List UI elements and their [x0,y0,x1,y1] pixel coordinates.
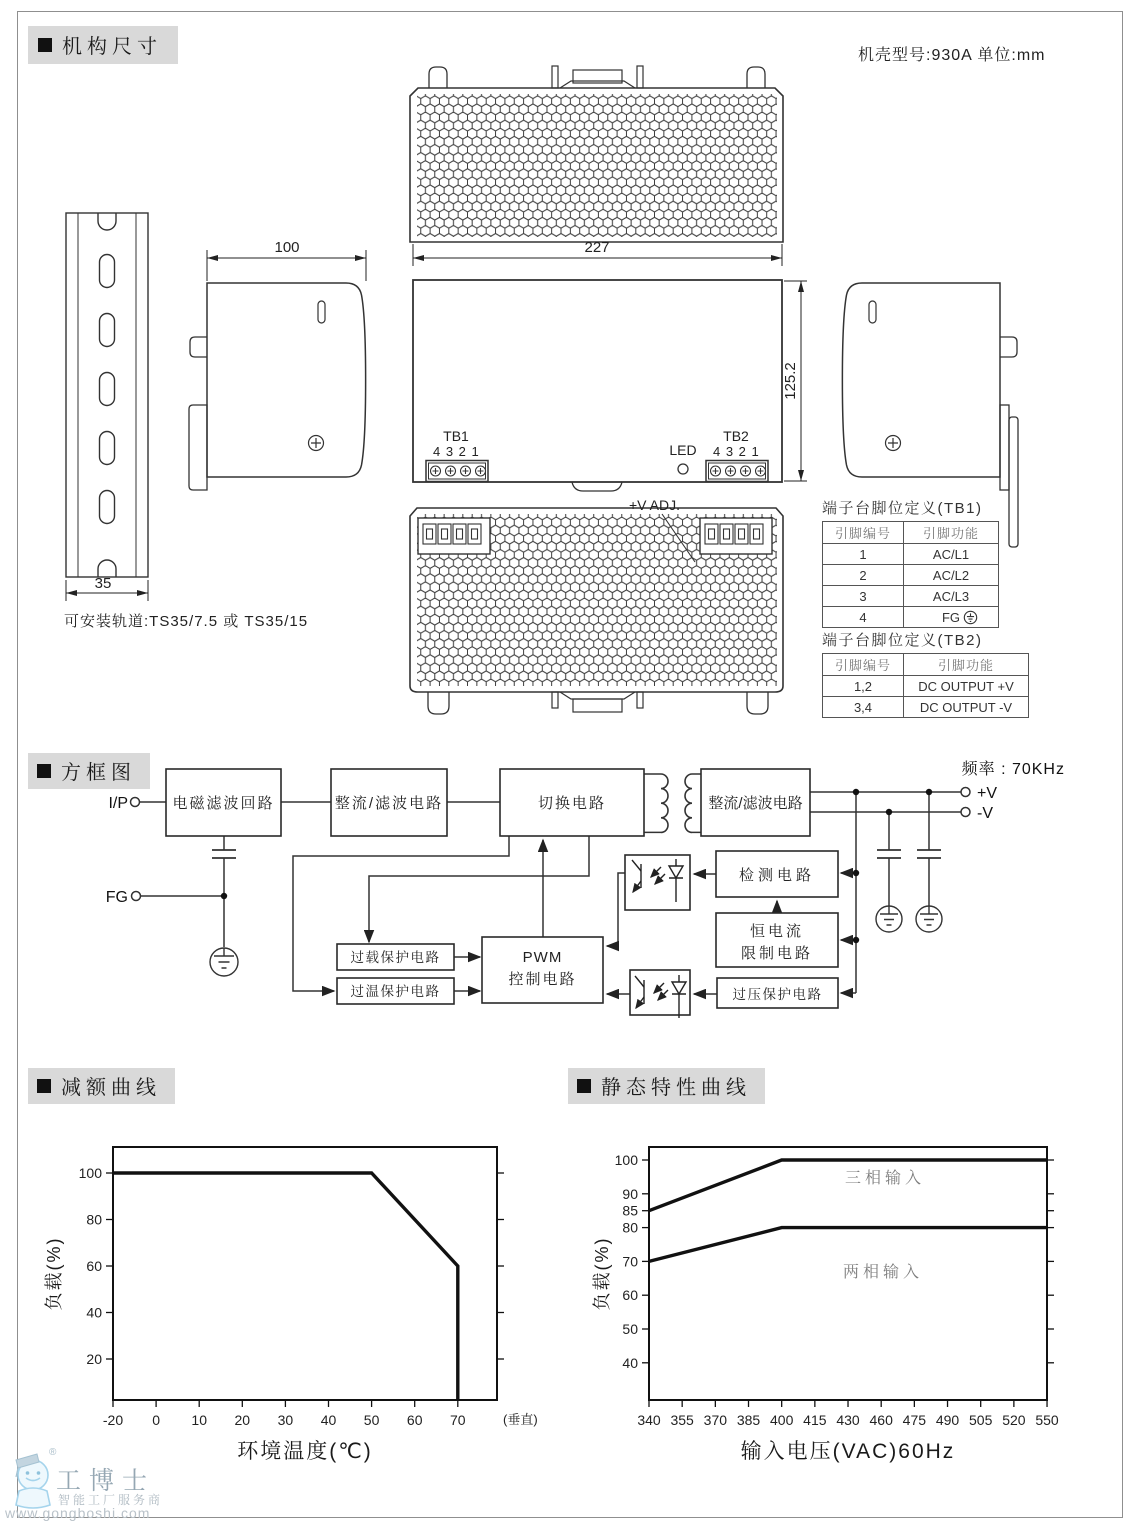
table-cell: 1 [823,544,904,565]
box-label-pwm-1: PWM [522,949,563,966]
y-tick-label: 100 [614,1152,638,1168]
section-bullet-icon [37,1079,51,1093]
input-terminal-label: I/P [108,795,128,812]
section-title: 方框图 [61,762,136,784]
transformer-icon [661,774,692,832]
box-label-const-current-2: 限制电路 [740,945,814,962]
bottom-terminal-cutout-right [700,518,772,554]
tb1-label: TB1 [443,428,469,444]
y-tick-label: 40 [622,1354,638,1371]
vplus-terminal-label: +V [977,785,998,802]
x-tick-label: -20 [102,1412,124,1428]
section-header-derating [28,1068,175,1104]
box-label-emi-filter: 电磁滤波回路 [172,795,275,812]
table-row [823,565,999,586]
section-header-static-char [568,1068,765,1104]
din-rail-drawing [66,213,148,601]
y-tick-label: 85 [622,1202,638,1219]
table-cell: DC OUTPUT +V [904,676,1029,697]
x-tick-label: 20 [234,1412,251,1428]
y-tick-label: 80 [622,1219,638,1236]
side-view-left [189,250,366,490]
series-annotation: 三相输入 [845,1170,926,1187]
table-cell: DC OUTPUT -V [904,697,1029,718]
frequency-note: 频率 : 70KHz [961,761,1065,778]
box-label-overtemp: 过温保护电路 [350,984,441,999]
table-cell: 1,2 [823,676,904,697]
watermark-brand: 工博士 [56,1467,156,1495]
section-title: 减额曲线 [61,1077,161,1099]
x-tick-label: 400 [770,1412,794,1428]
box-label-rectifier-out: 整流/滤波电路 [708,795,803,812]
static-characteristic-chart [560,1135,1120,1485]
table-row [823,607,999,628]
x-tick-label: 520 [1002,1412,1026,1428]
tb1-table [822,521,999,628]
table-cell: AC/L2 [904,565,999,586]
x-tick-label: 550 [1035,1412,1059,1428]
tb2-label: TB2 [723,428,749,444]
x-tick-label: 30 [277,1412,294,1428]
x-tick-label: 460 [869,1412,893,1428]
dim-side-depth: 100 [274,239,300,256]
top-view [410,66,783,266]
tb2-table-title: 端子台脚位定义(TB2) [822,632,983,649]
registered-mark: ® [49,1447,57,1458]
x-tick-label: 385 [736,1412,761,1428]
bottom-view [410,508,783,714]
y-tick-label: 80 [86,1211,102,1228]
table-row [823,676,1029,697]
watermark-tagline: 智能工厂服务商 [58,1493,164,1507]
y-tick-label: 50 [622,1321,638,1337]
derating-chart [20,1135,565,1485]
box-label-rectifier-in: 整流/滤波电路 [334,795,444,812]
x-tick-label: 475 [902,1412,927,1428]
table-cell: 3 [823,586,904,607]
bottom-terminal-cutout-left [418,518,490,554]
x-tick-label: 60 [406,1412,423,1428]
x-tick-label: 70 [450,1412,466,1428]
x-tick-label: 430 [836,1412,860,1428]
vminus-terminal-label: -V [977,805,993,822]
block-diagram [20,750,1130,1050]
box-label-overvoltage: 过压保护电路 [732,987,823,1002]
y-tick-label: 90 [622,1185,638,1202]
earth-ground-icon [963,610,978,625]
box-label-overload: 过载保护电路 [350,950,441,965]
table-header: 引脚编号 [823,654,904,676]
plot-frame [113,1147,497,1400]
fg-terminal-label: FG [105,889,128,906]
x-axis-label: 环境温度(℃) [237,1440,373,1463]
x-axis-label: 输入电压(VAC)60Hz [740,1440,956,1463]
tb1-pin-numbers: 4 3 2 1 [433,444,480,459]
x-tick-label: 340 [637,1412,661,1428]
table-row [823,586,999,607]
y-tick-label: 60 [86,1258,102,1274]
table-cell: 3,4 [823,697,904,718]
box-label-switching: 切换电路 [537,795,607,812]
x-axis-suffix-label: (垂直) [503,1412,538,1427]
box-label-pwm-2: 控制电路 [508,971,577,988]
front-view [413,280,807,491]
box-label-const-current-1: 恒电流 [749,923,805,940]
y-tick-label: 70 [622,1253,638,1270]
rail-note: 可安装轨道:TS35/7.5 或 TS35/15 [64,613,309,630]
led-label: LED [669,442,697,458]
table-header: 引脚功能 [904,654,1029,676]
tb1-table-block [822,497,999,628]
tb2-pin-numbers: 4 3 2 1 [713,444,760,459]
tb2-table-block [822,629,1029,718]
x-tick-label: 10 [191,1412,207,1428]
tb2-table [822,653,1029,718]
section-title: 静态特性曲线 [601,1077,751,1099]
x-tick-label: 415 [803,1412,827,1428]
y-axis-label: 负载(%) [44,1236,64,1311]
watermark-url: www.gongboshi.com [5,1505,151,1521]
box-label-detection: 检测电路 [738,867,816,884]
series-annotation: 两相输入 [843,1264,924,1281]
table-cell: FG [904,607,999,628]
dim-height: 125.2 [782,362,799,400]
x-tick-label: 0 [152,1412,160,1428]
table-header: 引脚功能 [904,522,999,544]
led-indicator [678,464,688,474]
case-model-note: 机壳型号:930A 单位:mm [858,47,1046,64]
x-tick-label: 40 [320,1412,337,1428]
y-tick-label: 100 [78,1165,102,1181]
table-cell: 4 [823,607,904,628]
tb1-table-title: 端子台脚位定义(TB1) [822,500,983,517]
y-tick-label: 20 [86,1351,102,1367]
table-cell: AC/L3 [904,586,999,607]
table-row [823,544,999,565]
x-tick-label: 490 [935,1412,960,1428]
x-tick-label: 355 [670,1412,694,1428]
y-tick-label: 60 [622,1287,638,1304]
series-line [113,1173,458,1400]
x-tick-label: 370 [703,1412,728,1428]
table-row [823,697,1029,718]
dim-rail-width: 35 [94,575,112,592]
section-bullet-icon [577,1079,591,1093]
vadj-label: +V ADJ. [629,497,680,513]
series-line [649,1228,1047,1262]
y-axis-label: 负载(%) [592,1236,612,1311]
table-cell: 2 [823,565,904,586]
section-title: 机构尺寸 [62,36,162,58]
x-tick-label: 50 [363,1412,380,1428]
dim-top-width: 227 [584,239,610,256]
table-cell: AC/L1 [904,544,999,565]
y-tick-label: 40 [86,1304,102,1321]
table-header: 引脚编号 [823,522,904,544]
x-tick-label: 505 [969,1412,993,1428]
